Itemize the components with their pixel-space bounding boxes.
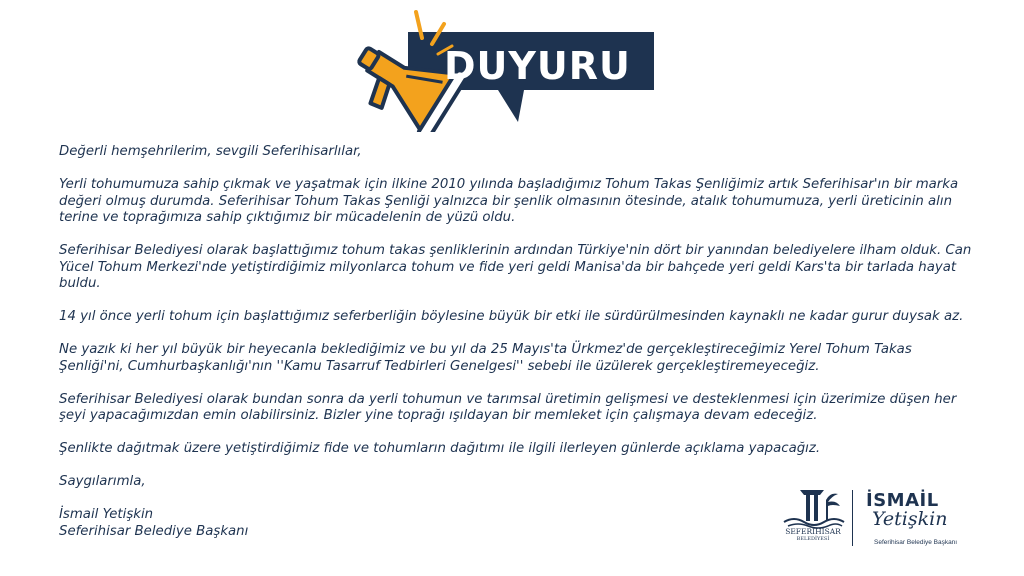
letter-paragraph: Şenlikte dağıtmak üzere yetiştirdiğimiz fide ve tohumların dağıtımı ile ilgili ilerleyen günlerde açıklama yapacağız.: [59, 441, 821, 457]
signature-name: İsmail Yetişkin: [59, 507, 154, 523]
banner-title: DUYURU: [444, 44, 631, 88]
belediye-sub: BELEDİYESİ: [796, 536, 830, 542]
letter-paragraph: Ne yazık ki her yıl büyük bir heyecanla beklediğimiz ve bu yıl da 25 Mayıs'ta Ürkmez'de gerçekleştireceğimiz Yerel Tohum Takas Şenliği'ni, Cumhurbaşkanlığı'nın ''Kamu Tasarruf Tedbirleri Genelgesi'' sebebi ile üzülerek gerçekleştiremeyeceğiz.: [59, 342, 912, 374]
mayor-title: Seferihisar Belediye Başkanı: [874, 539, 958, 546]
letter-paragraph: Yerli tohumumuza sahip çıkmak ve yaşatmak için ilkine 2010 yılında başladığımız Tohum Takas Şenliğimiz artık Seferihisar'ın bir marka değeri olmuş durumda. Seferihisar Tohum Takas Şenliği yalnızca bir şenlik olmasının ötesinde, atalık tohumumuza, yerli üreticinin alın terine ve toprağımıza sahip çıktığımız bir mücadelenin de yüzü oldu.: [59, 176, 959, 226]
letter-closing: Saygılarımla,: [59, 474, 146, 490]
announcement-letter: [59, 144, 979, 541]
letter-paragraph: 14 yıl önce yerli tohum için başlattığımız seferberliğin böylesine büyük bir etki ile sürdürülmesinden kaynaklı ne kadar gurur duysak az.: [59, 309, 964, 325]
seferihisar-emblem-icon: [778, 486, 850, 530]
belediye-name: SEFERİHİSAR: [785, 527, 841, 536]
letter-paragraph: Seferihisar Belediyesi olarak başlattığımız tohum takas şenliklerinin ardından Türkiye'nin dört bir yanından belediyelere ilham olduk. Can Yücel Tohum Merkezi'nde yetiştirdiğimiz milyonlarca tohum ve fide yeri geldi Manisa'da bir bahçede yeri geldi Kars'ta bir tarlada hayat buldu.: [59, 243, 972, 292]
mayor-last-name: Yetişkin: [872, 508, 948, 530]
logo-divider: [852, 490, 853, 546]
signature-title: Seferihisar Belediye Başkanı: [59, 524, 249, 540]
mayor-first-name: İSMAİL: [866, 490, 939, 511]
footer-logos: [778, 486, 978, 550]
letter-paragraph: Seferihisar Belediyesi olarak bundan sonra da yerli tohumun ve tarımsal üretimin gelişmesi ve desteklenmesi için üzerimize düşen her şeyi yapacağımızdan emin olabilirsiniz. Bizler yine toprağı ışıldayan bir memleket için çalışmaya devam edeceğiz.: [59, 391, 957, 424]
letter-greeting: Değerli hemşehrilerim, sevgili Seferihisarlılar,: [59, 144, 362, 159]
